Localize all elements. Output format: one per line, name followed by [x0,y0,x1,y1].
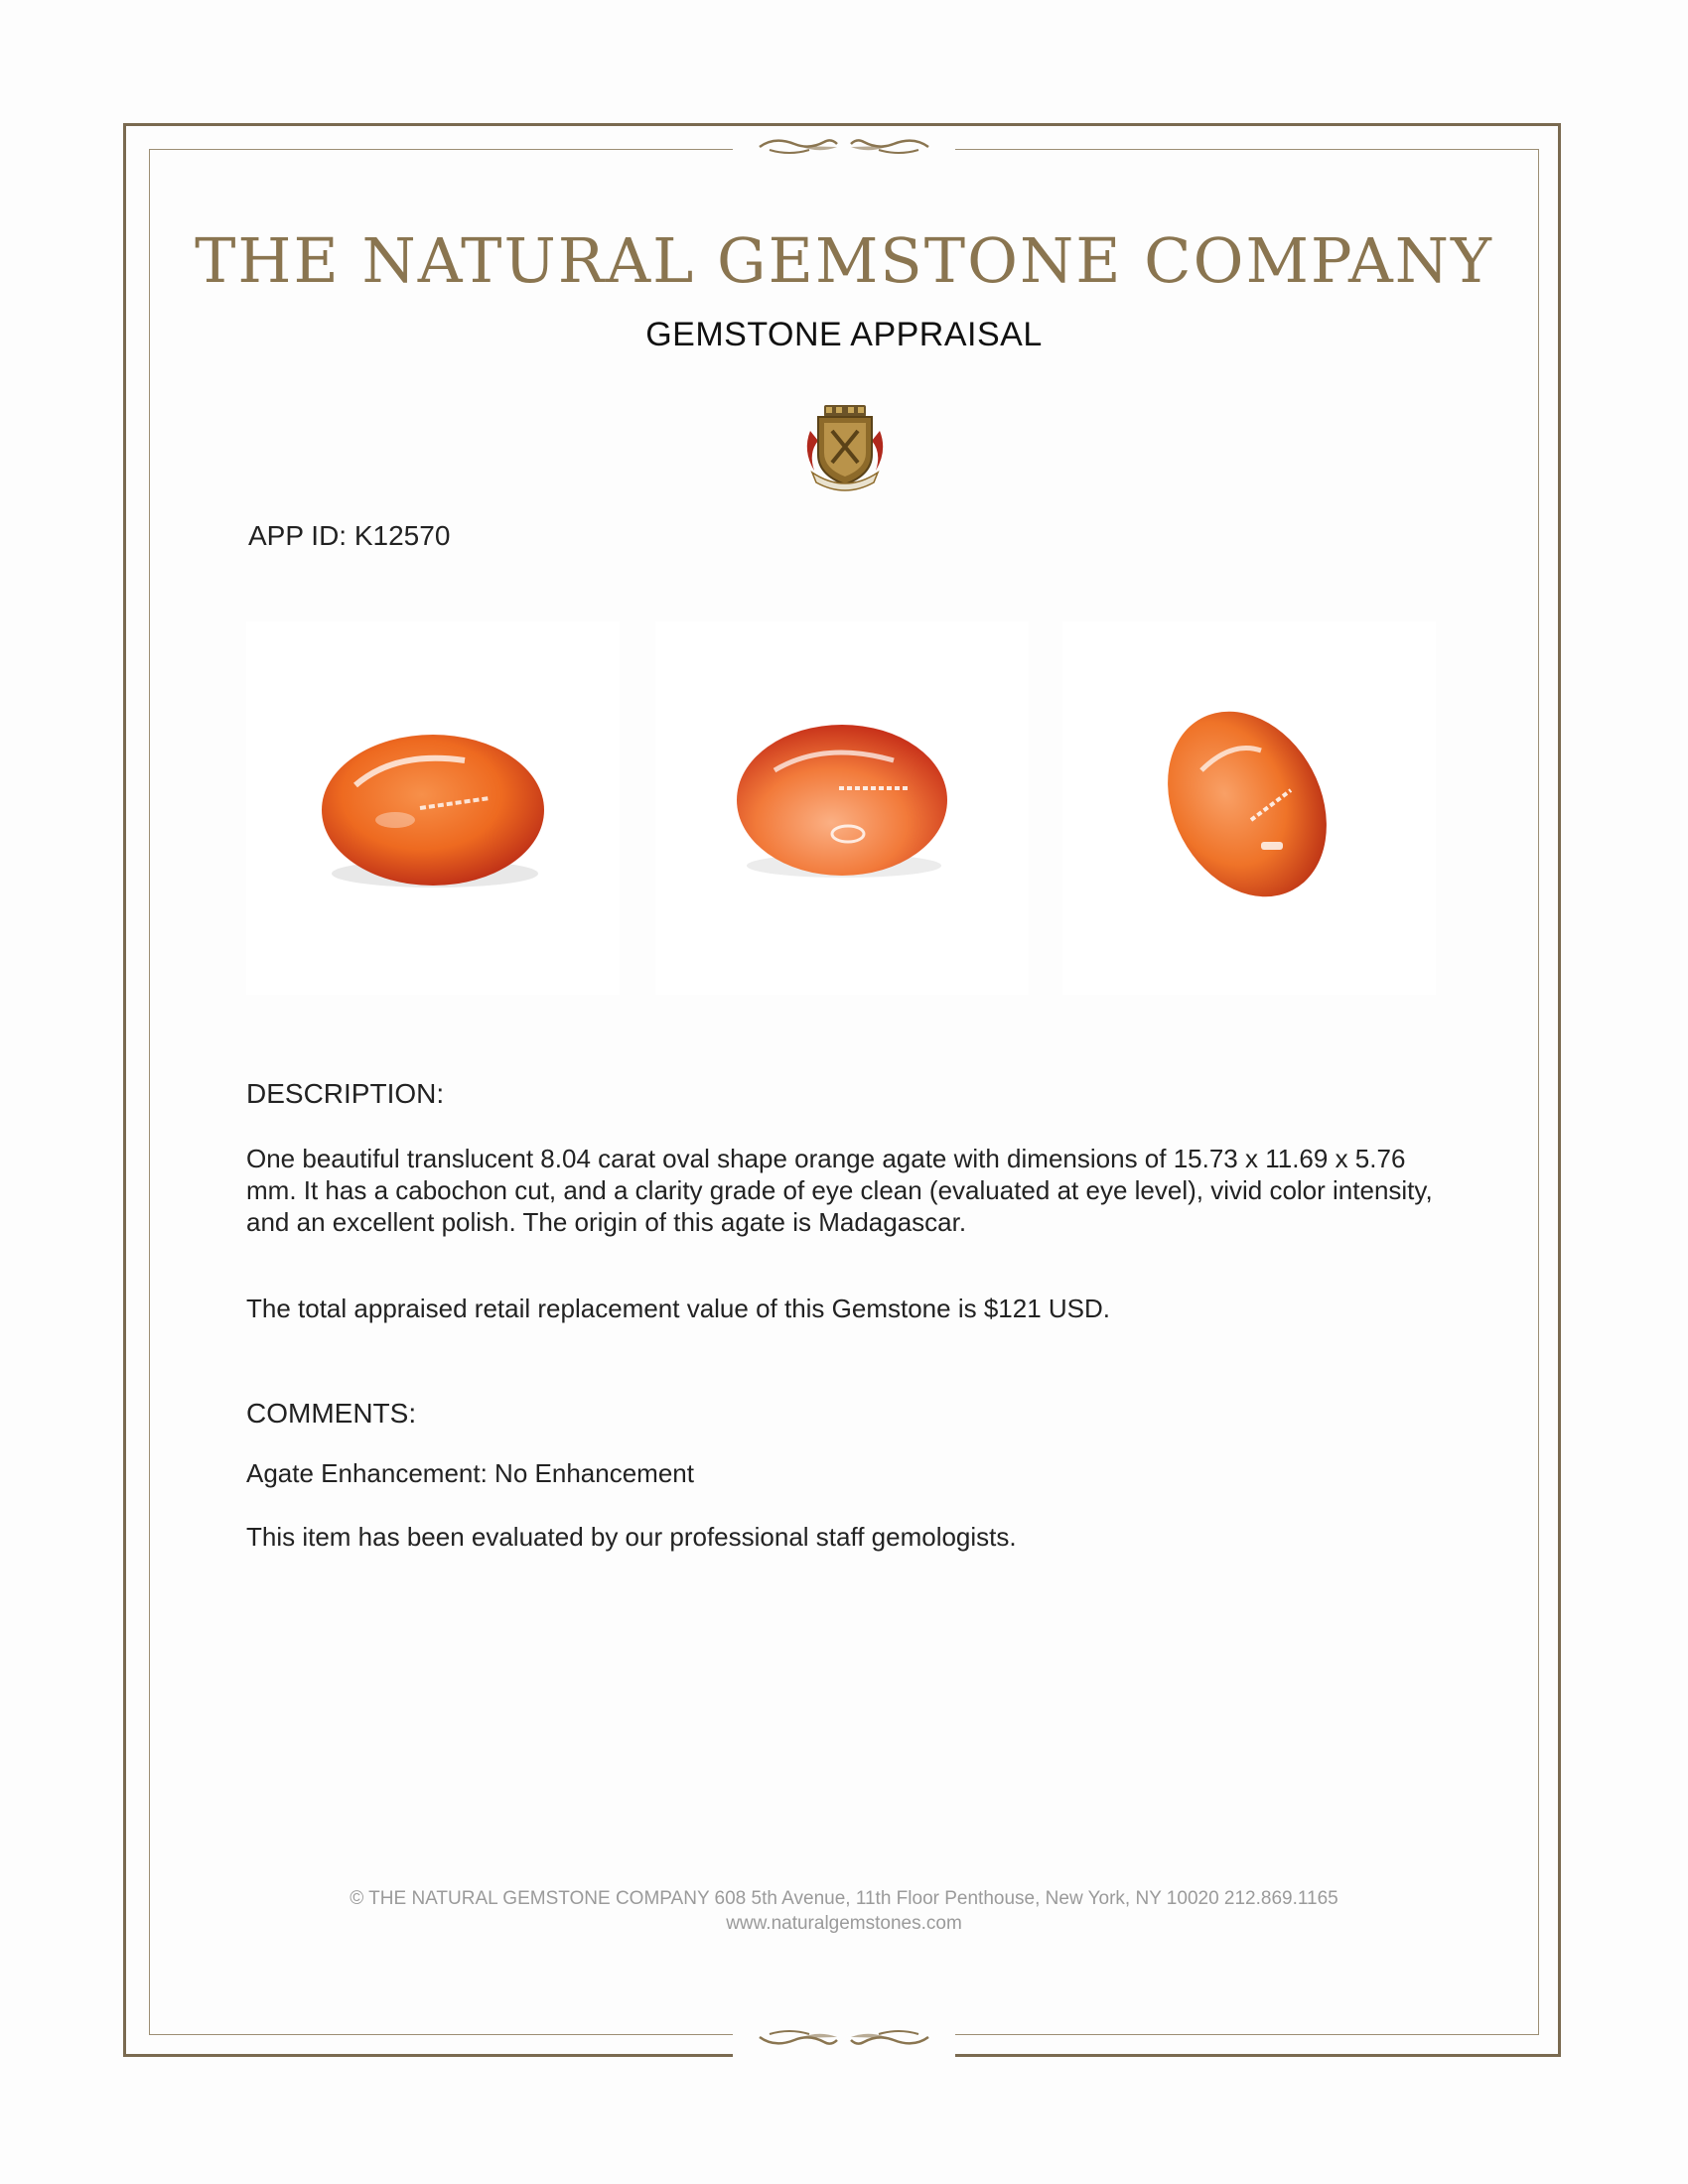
footer-website: www.naturalgemstones.com [726,1913,962,1934]
enhancement-comment: Agate Enhancement: No Enhancement [246,1458,694,1488]
description-text: One beautiful translucent 8.04 carat oval shape orange agate with dimensions of 15.73 x 11.69 x 5.76 mm. It has a cabochon cut, and a clarity grade of eye clean (evaluated at eye level), vivid color intensity, and an excellent polish. The origin of this agate is Madagascar. [246,1144,1433,1237]
appraisal-id: APP ID: K12570 [248,520,451,551]
comments-heading: COMMENTS: [246,1398,417,1429]
appraised-value-statement: The total appraised retail replacement value of this Gemstone is $121 USD. [246,1294,1111,1323]
footer-address: © THE NATURAL GEMSTONE COMPANY 608 5th Avenue, 11th Floor Penthouse, New York, NY 10020 212.869.1165 [350,1888,1338,1909]
gem-photo-angled [655,621,1029,995]
company-crest-logo [802,401,888,492]
document-title: GEMSTONE APPRAISAL [645,316,1043,353]
gem-photo-front [246,621,620,995]
gem-photo-tilted [1062,621,1436,995]
bottom-flourish-ornament [733,2017,955,2057]
top-flourish-ornament [733,127,955,167]
evaluation-note: This item has been evaluated by our professional staff gemologists. [246,1522,1017,1552]
company-name-title: THE NATURAL GEMSTONE COMPANY [195,224,1493,297]
description-heading: DESCRIPTION: [246,1078,445,1109]
